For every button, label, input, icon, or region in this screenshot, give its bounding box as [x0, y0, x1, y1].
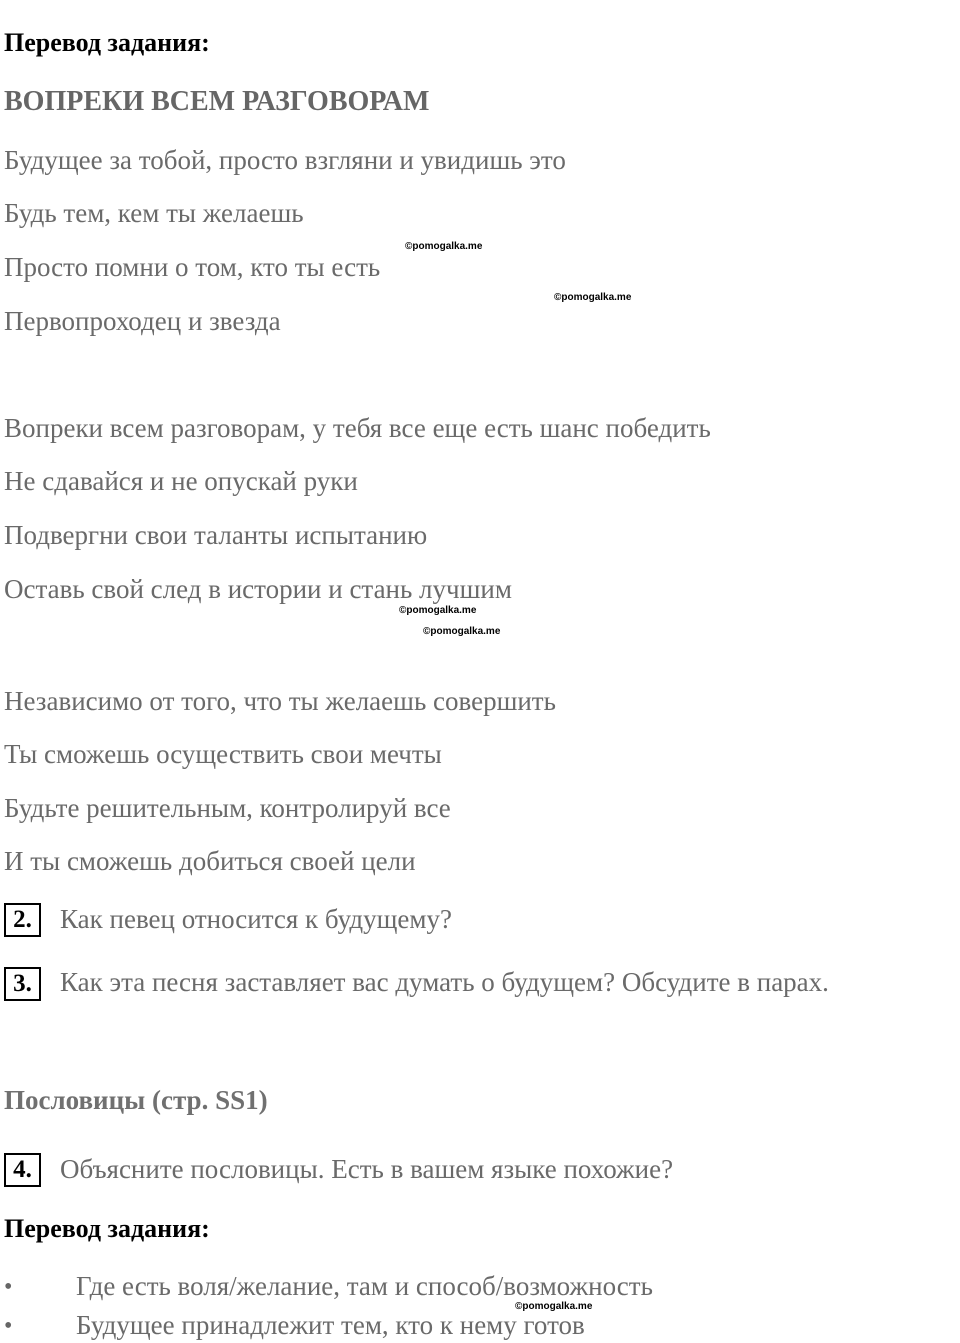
verse-line: Вопреки всем разговорам, у тебя все еще есть шанс победить	[4, 413, 711, 443]
proverb-item: Будущее принадлежит тем, кто к нему готов	[76, 1310, 585, 1340]
verse-line: Первопроходец и звезда	[4, 306, 281, 336]
verse-line: Оставь свой след в истории и стань лучшим	[4, 574, 512, 604]
verse-line: Будьте решительным, контролируй все	[4, 793, 451, 823]
proverbs-heading: Пословицы (стр. SS1)	[4, 1085, 268, 1115]
task-translation-heading: Перевод задания:	[4, 1214, 210, 1243]
question-text: Как эта песня заставляет вас думать о будущем? Обсудите в парах.	[60, 967, 829, 997]
verse-line: Просто помни о том, кто ты есть	[4, 252, 381, 282]
verse-line: И ты сможешь добиться своей цели	[4, 846, 416, 876]
verse-line: Подвергни свои таланты испытанию	[4, 520, 428, 550]
question-text: Объясните пословицы. Есть в вашем языке похожие?	[60, 1154, 674, 1184]
watermark: ©pomogalka.me	[399, 605, 477, 616]
question-text: Как певец относится к будущему?	[60, 904, 452, 934]
song-title: ВОПРЕКИ ВСЕМ РАЗГОВОРАМ	[4, 86, 430, 117]
verse-line: Будущее за тобой, просто взгляни и увидишь это	[4, 145, 566, 175]
verse-line: Не сдавайся и не опускай руки	[4, 466, 358, 496]
proverb-item: Где есть воля/желание, там и способ/возможность	[76, 1271, 653, 1301]
question-number-box: 4.	[4, 1153, 41, 1187]
verse-line: Ты сможешь осуществить свои мечты	[4, 739, 442, 769]
watermark: ©pomogalka.me	[515, 1301, 593, 1312]
bullet-marker: •	[4, 1274, 13, 1300]
watermark: ©pomogalka.me	[423, 626, 501, 637]
watermark: ©pomogalka.me	[554, 292, 632, 303]
task-translation-heading: Перевод задания:	[4, 28, 210, 57]
verse-line: Будь тем, кем ты желаешь	[4, 198, 304, 228]
watermark: ©pomogalka.me	[405, 241, 483, 252]
question-number-box: 2.	[4, 903, 41, 937]
bullet-marker: •	[4, 1313, 13, 1339]
question-number-box: 3.	[4, 967, 41, 1001]
verse-line: Независимо от того, что ты желаешь совершить	[4, 686, 556, 716]
